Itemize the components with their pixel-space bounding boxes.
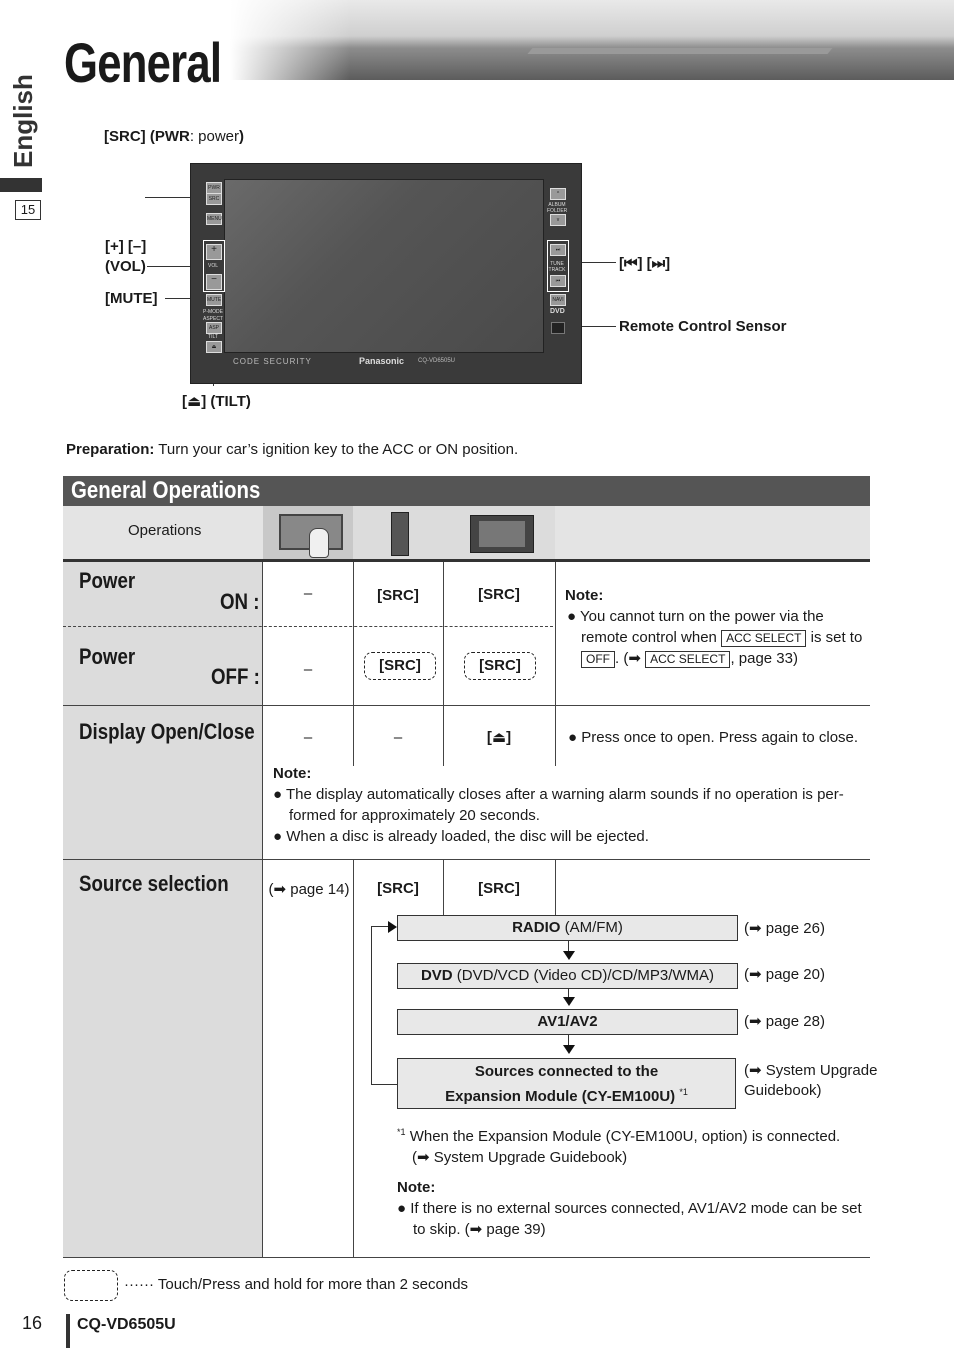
flow-expansion-ref: (➡ System Upgrade Guidebook) xyxy=(744,1062,878,1099)
power-on-remote: [SRC] xyxy=(377,587,419,604)
power-on-label-1: Power xyxy=(79,568,136,593)
pmode-text: P-MODE xyxy=(203,309,223,315)
power-off-label-2: OFF : xyxy=(211,664,260,689)
model-small: CQ-VD6505U xyxy=(418,358,456,364)
section-title: General Operations xyxy=(71,477,261,504)
power-off-touch: – xyxy=(303,661,313,678)
section-heading xyxy=(63,476,870,506)
page-number: 16 xyxy=(22,1313,43,1333)
flow-av-ref: (➡ page 28) xyxy=(744,1013,825,1030)
touch-panel-header xyxy=(263,506,353,560)
track-label: [⏮] [⏭] xyxy=(619,255,671,272)
power-on-unit: [SRC] xyxy=(478,586,520,603)
track-text: TRACK xyxy=(548,267,566,273)
vol-plus-button: + xyxy=(206,244,222,260)
flow-radio: RADIO (AM/FM) xyxy=(397,915,738,941)
tilt-button: ⏏ xyxy=(206,341,222,353)
display-unit: [⏏] xyxy=(486,729,512,746)
source-remote: [SRC] xyxy=(377,880,419,897)
eject-icon: ⏏ xyxy=(187,393,202,410)
header-road-photo xyxy=(230,0,954,80)
display-open-close-label: Display Open/Close xyxy=(79,719,255,744)
legend-dashed-box xyxy=(64,1270,118,1301)
unit-display-screen xyxy=(224,179,544,353)
tune-text: TUNE xyxy=(550,261,564,267)
display-remote: – xyxy=(393,729,403,746)
flow-expansion: Sources connected to the Expansion Module (CY-EM100U) $^{*1}$ xyxy=(397,1058,736,1109)
src-label: [SRC] (PWR: power) xyxy=(104,128,245,145)
menu-button: MENU xyxy=(206,213,222,225)
mute-label: [MUTE] xyxy=(105,290,158,307)
source-footnote: $^{*1}$ When the Expansion Module (CY-EM100U, option) is connected. (➡ System Upgrade Guidebook) xyxy=(397,1127,841,1166)
mute-button: MUTE xyxy=(206,294,222,306)
vol-text: VOL xyxy=(207,263,218,269)
operations-header: Operations xyxy=(128,522,202,539)
power-note: Note: ● You cannot turn on the power via the remote control when ACC SELECT is set to OFF . (➡ ACC SELECT , page 33) xyxy=(565,587,863,667)
aspect-text: ASPECT xyxy=(203,316,224,322)
display-touch: – xyxy=(303,729,313,746)
next-track-button: ⏭ xyxy=(550,244,566,256)
remote-sensor xyxy=(551,322,565,334)
unit-header xyxy=(443,506,555,560)
source-touch: (➡ page 14) xyxy=(268,881,350,898)
folder-text: FOLDER xyxy=(547,208,568,214)
power-off-label-1: Power xyxy=(79,644,136,669)
main-unit-icon xyxy=(470,515,534,553)
album-text: ALBUM xyxy=(548,202,566,208)
footer-bar xyxy=(66,1314,70,1348)
remote-control-icon xyxy=(391,512,409,556)
source-note: Note: ● If there is no external sources connected, AV1/AV2 mode can be set to skip. (➡ page 39) xyxy=(397,1179,862,1238)
language-tab-bar xyxy=(0,178,42,192)
remote-header xyxy=(353,506,443,560)
flow-dvd-ref: (➡ page 20) xyxy=(744,966,825,983)
sensor-label: Remote Control Sensor xyxy=(619,318,787,335)
vol-minus-button: − xyxy=(206,274,222,290)
vol-label-1: [+] [–] xyxy=(105,238,147,255)
preparation-text: Preparation: Turn your car’s ignition key to the ACC or ON position. xyxy=(66,441,519,458)
dvd-logo: DVD xyxy=(550,308,565,315)
pwr-button: PWR xyxy=(206,182,222,194)
finger-icon xyxy=(309,528,329,558)
power-on-label-2: ON : xyxy=(220,589,260,614)
vol-label-2: (VOL) xyxy=(105,258,146,275)
language-tab-label: English xyxy=(8,74,38,168)
source-selection-label: Source selection xyxy=(79,871,229,896)
power-off-unit: [SRC] xyxy=(464,652,536,680)
flow-radio-ref: (➡ page 26) xyxy=(744,920,825,937)
page-title: General xyxy=(64,31,222,94)
navi-button: NAVI xyxy=(550,294,566,306)
legend-text: ······ Touch/Press and hold for more than 2 seconds xyxy=(124,1276,469,1293)
album-down-button: v xyxy=(550,214,566,226)
display-desc: ● Press once to open. Press again to close. xyxy=(568,729,859,746)
prev-track-button: ⏮ xyxy=(550,275,566,287)
asp-button: ASP xyxy=(206,322,222,334)
footer-model: CQ-VD6505U xyxy=(77,1316,176,1333)
tilt-text: TILT xyxy=(208,334,218,340)
brand-logo: Panasonic xyxy=(359,356,405,366)
album-up-button: ^ xyxy=(550,188,566,200)
source-unit: [SRC] xyxy=(478,880,520,897)
power-on-touch: – xyxy=(303,585,313,602)
flow-dvd: DVD (DVD/VCD (Video CD)/CD/MP3/WMA) xyxy=(397,963,738,989)
tilt-label: [⏏] (TILT) xyxy=(182,393,251,410)
flow-av: AV1/AV2 xyxy=(397,1009,738,1035)
code-security-text: CODE SECURITY xyxy=(233,357,312,366)
power-off-remote: [SRC] xyxy=(364,652,436,680)
src-button: SRC xyxy=(206,193,222,205)
display-note: Note: ● The display automatically closes after a warning alarm sounds if no operation is per- formed for approximately 20 seconds. ● When a disc is already loaded, the disc will be ejected. xyxy=(273,765,844,845)
section-page-box: 15 xyxy=(15,200,41,220)
head-unit-image xyxy=(190,163,582,384)
